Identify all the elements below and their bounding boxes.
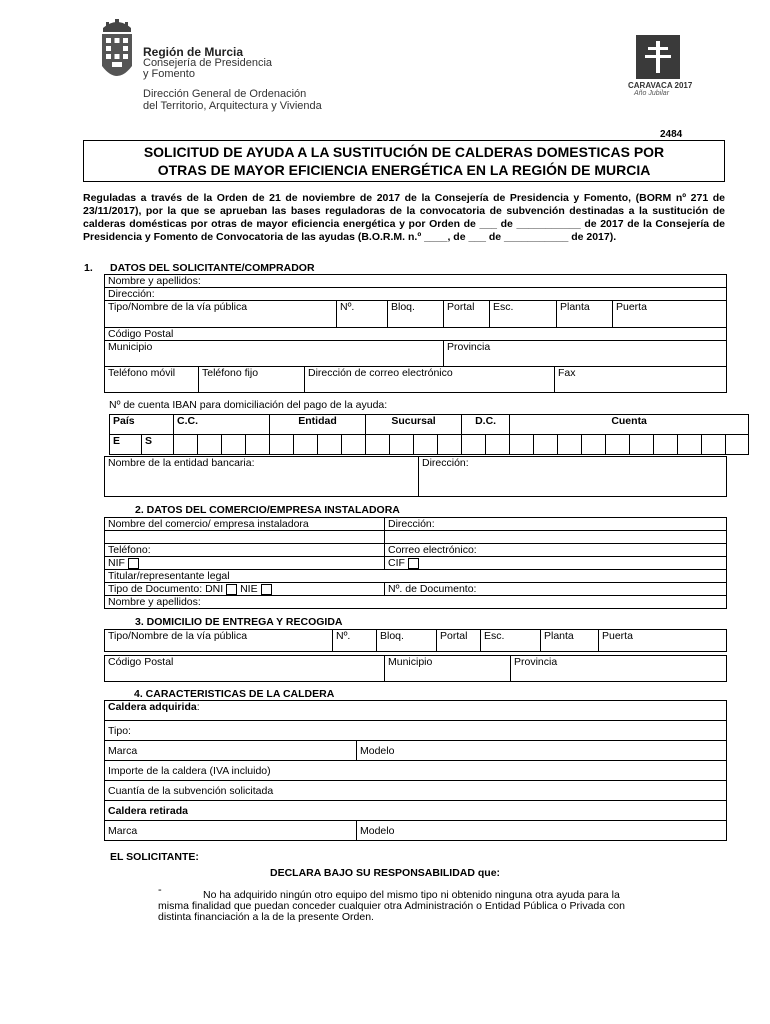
- tipo-via-field[interactable]: [105, 301, 337, 328]
- iban-digit[interactable]: [390, 435, 414, 455]
- declara-heading: DECLARA BAJO SU RESPONSABILIDAD que:: [270, 867, 501, 879]
- importe-label: Importe de la caldera (IVA incluido): [108, 765, 271, 777]
- cp-entrega-label: Código Postal: [108, 656, 174, 668]
- nombre-comercio-field[interactable]: [105, 518, 385, 531]
- num-doc-field[interactable]: [385, 583, 727, 596]
- direccion-banco-field[interactable]: [419, 457, 727, 497]
- iban-digit[interactable]: [198, 435, 222, 455]
- correo-comercio-field[interactable]: [385, 544, 727, 557]
- cif-label: CIF: [388, 557, 405, 569]
- portal-entrega-field[interactable]: [437, 630, 481, 652]
- puerta-entrega-field[interactable]: [599, 630, 727, 652]
- declaration-line3: distinta financiación a la de la presente Orden.: [158, 911, 374, 923]
- blank-cell[interactable]: [105, 531, 385, 544]
- iban-digit[interactable]: [246, 435, 270, 455]
- cp-entrega-field[interactable]: [105, 656, 385, 682]
- tipo-via-entrega-field[interactable]: [105, 630, 333, 652]
- nif-label: NIF: [108, 557, 125, 569]
- iban-digit[interactable]: [222, 435, 246, 455]
- tel-fijo-field[interactable]: [199, 367, 305, 393]
- tipo-doc-label: Tipo de Documento: DNI: [108, 583, 224, 595]
- murcia-coat-of-arms-logo: [98, 18, 136, 88]
- provincia-entrega-field[interactable]: [511, 656, 727, 682]
- iban-digit[interactable]: [318, 435, 342, 455]
- bloq-label: Bloq.: [391, 301, 415, 313]
- cuenta-header: Cuenta: [510, 415, 749, 435]
- fax-field[interactable]: [555, 367, 727, 393]
- fax-label: Fax: [558, 367, 576, 379]
- intro-paragraph: Reguladas a través de la Orden de 21 de noviembre de 2017 de la Consejería de Presidencia y Fomento, (BORM nº 271 de 23/11/2017), por la que se aprueban las bases reguladoras de la convocatoria de subvención destinadas a la sustitución de calderas domésticas por otras de mayor eficiencia energética y por Orden de ___ de ___________ de 2017 de la Consejería de Presidencia y Fomento de Convocatoria de las ayudas (B.O.R.M. n.º ____, de ___ de ___________ de 2017).: [83, 192, 725, 243]
- consejeria-line2: y Fomento: [143, 68, 195, 80]
- section1-number: 1.: [84, 262, 93, 274]
- direccion-general-line1: Dirección General de Ordenación: [143, 88, 307, 100]
- modelo-field[interactable]: [357, 741, 727, 761]
- iban-digit[interactable]: [582, 435, 606, 455]
- nie-label: NIE: [240, 583, 258, 595]
- iban-digit[interactable]: [606, 435, 630, 455]
- title-line2: OTRAS DE MAYOR EFICIENCIA ENERGÉTICA EN LA REGIÓN DE MURCIA: [157, 162, 651, 178]
- entidad-bancaria-label: Nombre de la entidad bancaria:: [108, 457, 255, 469]
- section3-title: 3. DOMICILIO DE ENTREGA Y RECOGIDA: [135, 616, 343, 628]
- email-label: Dirección de correo electrónico: [308, 367, 453, 379]
- iban-label: Nº de cuenta IBAN para domiciliación del pago de la ayuda:: [109, 399, 388, 411]
- esc-entrega-field[interactable]: [481, 630, 541, 652]
- iban-digit[interactable]: [726, 435, 749, 455]
- cif-field[interactable]: [385, 557, 727, 570]
- correo-comercio-label: Correo electrónico:: [388, 544, 477, 556]
- iban-digit[interactable]: [630, 435, 654, 455]
- form-id: 2484: [660, 129, 683, 140]
- caldera-table: [104, 700, 727, 841]
- nie-checkbox[interactable]: [261, 584, 272, 595]
- tel-fijo-label: Teléfono fijo: [202, 367, 259, 379]
- importe-field[interactable]: [105, 761, 727, 781]
- esc-entrega-label: Esc.: [484, 630, 505, 642]
- iban-digit[interactable]: [510, 435, 534, 455]
- telefono-comercio-field[interactable]: [105, 544, 385, 557]
- iban-digit[interactable]: [174, 435, 198, 455]
- iban-digit[interactable]: [270, 435, 294, 455]
- iban-digit[interactable]: [678, 435, 702, 455]
- esc-label: Esc.: [493, 301, 514, 313]
- caravaca-cross-logo: [636, 35, 680, 79]
- cuantia-label: Cuantía de la subvención solicitada: [108, 785, 274, 797]
- planta-entrega-label: Planta: [544, 630, 574, 642]
- portal-label: Portal: [447, 301, 475, 313]
- caldera-retirada-label: Caldera retirada: [108, 805, 188, 817]
- nombre-titular-field[interactable]: [105, 596, 727, 609]
- nombre-comercio-label: Nombre del comercio/ empresa instaladora: [108, 518, 309, 530]
- sucursal-header: Sucursal: [366, 415, 462, 435]
- iban-digit[interactable]: [462, 435, 486, 455]
- contacto-table: [104, 366, 727, 393]
- tel-movil-label: Teléfono móvil: [108, 367, 176, 379]
- blank-cell[interactable]: [385, 531, 727, 544]
- marca-label: Marca: [108, 745, 138, 757]
- iban-digit[interactable]: [294, 435, 318, 455]
- domicilio-table: [104, 629, 727, 652]
- numero-label: Nº.: [340, 301, 355, 313]
- caldera-retirada-row: [105, 801, 727, 821]
- provincia-field[interactable]: [444, 341, 727, 367]
- cuantia-field[interactable]: [105, 781, 727, 801]
- modelo-retirada-label: Modelo: [360, 825, 395, 837]
- cp-field[interactable]: [105, 328, 727, 341]
- direccion-label: Dirección:: [108, 288, 155, 300]
- nombre-titular-label: Nombre y apellidos:: [108, 596, 201, 608]
- direccion-banco-label: Dirección:: [422, 457, 469, 469]
- bullet-dash: -: [158, 884, 162, 896]
- provincia-entrega-label: Provincia: [514, 656, 558, 668]
- iban-digit[interactable]: [702, 435, 726, 455]
- solicitante-heading: EL SOLICITANTE:: [110, 851, 199, 863]
- planta-entrega-field[interactable]: [541, 630, 599, 652]
- modelo-retirada-field[interactable]: [357, 821, 727, 841]
- tipo-via-label: Tipo/Nombre de la vía pública: [108, 301, 248, 313]
- iban-country-s[interactable]: S: [142, 435, 174, 455]
- iban-digit[interactable]: [558, 435, 582, 455]
- telefono-comercio-label: Teléfono:: [108, 544, 151, 556]
- portal-field[interactable]: [444, 301, 490, 328]
- solicitante-table: [104, 274, 727, 367]
- direccion-comercio-field[interactable]: [385, 518, 727, 531]
- direccion-comercio-label: Dirección:: [388, 518, 435, 530]
- tipo-caldera-label: Tipo:: [108, 725, 131, 737]
- entidad-header: Entidad: [270, 415, 366, 435]
- nombre-label: Nombre y apellidos:: [108, 275, 201, 287]
- municipio-label: Municipio: [108, 341, 153, 353]
- tel-movil-field[interactable]: [105, 367, 199, 393]
- comercio-table: [104, 517, 727, 609]
- num-doc-label: Nº. de Documento:: [388, 583, 477, 595]
- modelo-label: Modelo: [360, 745, 395, 757]
- email-field[interactable]: [305, 367, 555, 393]
- numero-entrega-field[interactable]: [333, 630, 377, 652]
- caldera-adquirida-label: Caldera adquirida: [108, 701, 197, 713]
- iban-country-e[interactable]: E: [110, 435, 142, 455]
- municipio-field[interactable]: [105, 341, 444, 367]
- bloq-entrega-field[interactable]: [377, 630, 437, 652]
- cp-label: Código Postal: [108, 328, 174, 340]
- entidad-bancaria-field[interactable]: [105, 457, 419, 497]
- cif-checkbox[interactable]: [408, 558, 419, 569]
- pais-header: País: [110, 415, 174, 435]
- caravaca-subtext: Año Jubilar: [634, 90, 670, 97]
- esc-field[interactable]: [490, 301, 557, 328]
- banco-table: [104, 456, 727, 497]
- puerta-label: Puerta: [616, 301, 647, 313]
- direccion-general-line2: del Territorio, Arquitectura y Vivienda: [143, 100, 322, 112]
- iban-digit[interactable]: [366, 435, 390, 455]
- nombre-field[interactable]: [105, 275, 727, 288]
- title-line1: SOLICITUD DE AYUDA A LA SUSTITUCIÓN DE CALDERAS DOMESTICAS POR: [143, 144, 665, 160]
- caravaca-text: CARAVACA 2017: [628, 81, 693, 90]
- declaration-line1: No ha adquirido ningún otro equipo del mismo tipo ni obtenido ninguna otra ayuda para la: [203, 889, 620, 901]
- titular-field[interactable]: [105, 570, 727, 583]
- direccion-field[interactable]: [105, 288, 727, 301]
- dc-header: D.C.: [462, 415, 510, 435]
- page-title: [83, 140, 725, 182]
- cc-header: [174, 415, 270, 435]
- iban-digit[interactable]: [438, 435, 462, 455]
- domicilio-table-2: [104, 655, 727, 682]
- consejeria-line1: Consejería de Presidencia: [143, 57, 273, 69]
- cc-header-text: C.C.: [177, 415, 199, 427]
- declaration-line2: misma finalidad que puedan conceder cualquier otra Administración o Entidad Pública o Privada con: [158, 900, 625, 912]
- tipo-caldera-field[interactable]: [105, 721, 727, 741]
- nif-field[interactable]: [105, 557, 385, 570]
- section2-title: 2. DATOS DEL COMERCIO/EMPRESA INSTALADORA: [135, 504, 400, 516]
- section4-title: 4. CARACTERISTICAS DE LA CALDERA: [134, 688, 335, 700]
- region-name: Región de Murcia: [143, 45, 244, 59]
- planta-field[interactable]: [557, 301, 613, 328]
- iban-digit[interactable]: [342, 435, 366, 455]
- planta-label: Planta: [560, 301, 590, 313]
- municipio-entrega-label: Municipio: [388, 656, 433, 668]
- nif-checkbox[interactable]: [128, 558, 139, 569]
- iban-digit[interactable]: [486, 435, 510, 455]
- iban-digit[interactable]: [654, 435, 678, 455]
- municipio-entrega-field[interactable]: [385, 656, 511, 682]
- tipo-via-entrega-label: Tipo/Nombre de la vía pública: [108, 630, 248, 642]
- tipo-doc-field[interactable]: [105, 583, 385, 596]
- iban-digit[interactable]: [534, 435, 558, 455]
- marca-field[interactable]: [105, 741, 357, 761]
- numero-field[interactable]: [337, 301, 388, 328]
- portal-entrega-label: Portal: [440, 630, 468, 642]
- marca-retirada-label: Marca: [108, 825, 138, 837]
- iban-digit[interactable]: [414, 435, 438, 455]
- provincia-label: Provincia: [447, 341, 491, 353]
- bloq-field[interactable]: [388, 301, 444, 328]
- bloq-entrega-label: Bloq.: [380, 630, 404, 642]
- section1-title: DATOS DEL SOLICITANTE/COMPRADOR: [110, 262, 315, 274]
- iban-table: [109, 414, 749, 455]
- marca-retirada-field[interactable]: [105, 821, 357, 841]
- dni-checkbox[interactable]: [226, 584, 237, 595]
- numero-entrega-label: Nº.: [336, 630, 351, 642]
- titular-label: Titular/representante legal: [108, 570, 230, 582]
- puerta-field[interactable]: [613, 301, 727, 328]
- puerta-entrega-label: Puerta: [602, 630, 633, 642]
- caldera-adquirida-row: Caldera adquirida:: [105, 701, 727, 721]
